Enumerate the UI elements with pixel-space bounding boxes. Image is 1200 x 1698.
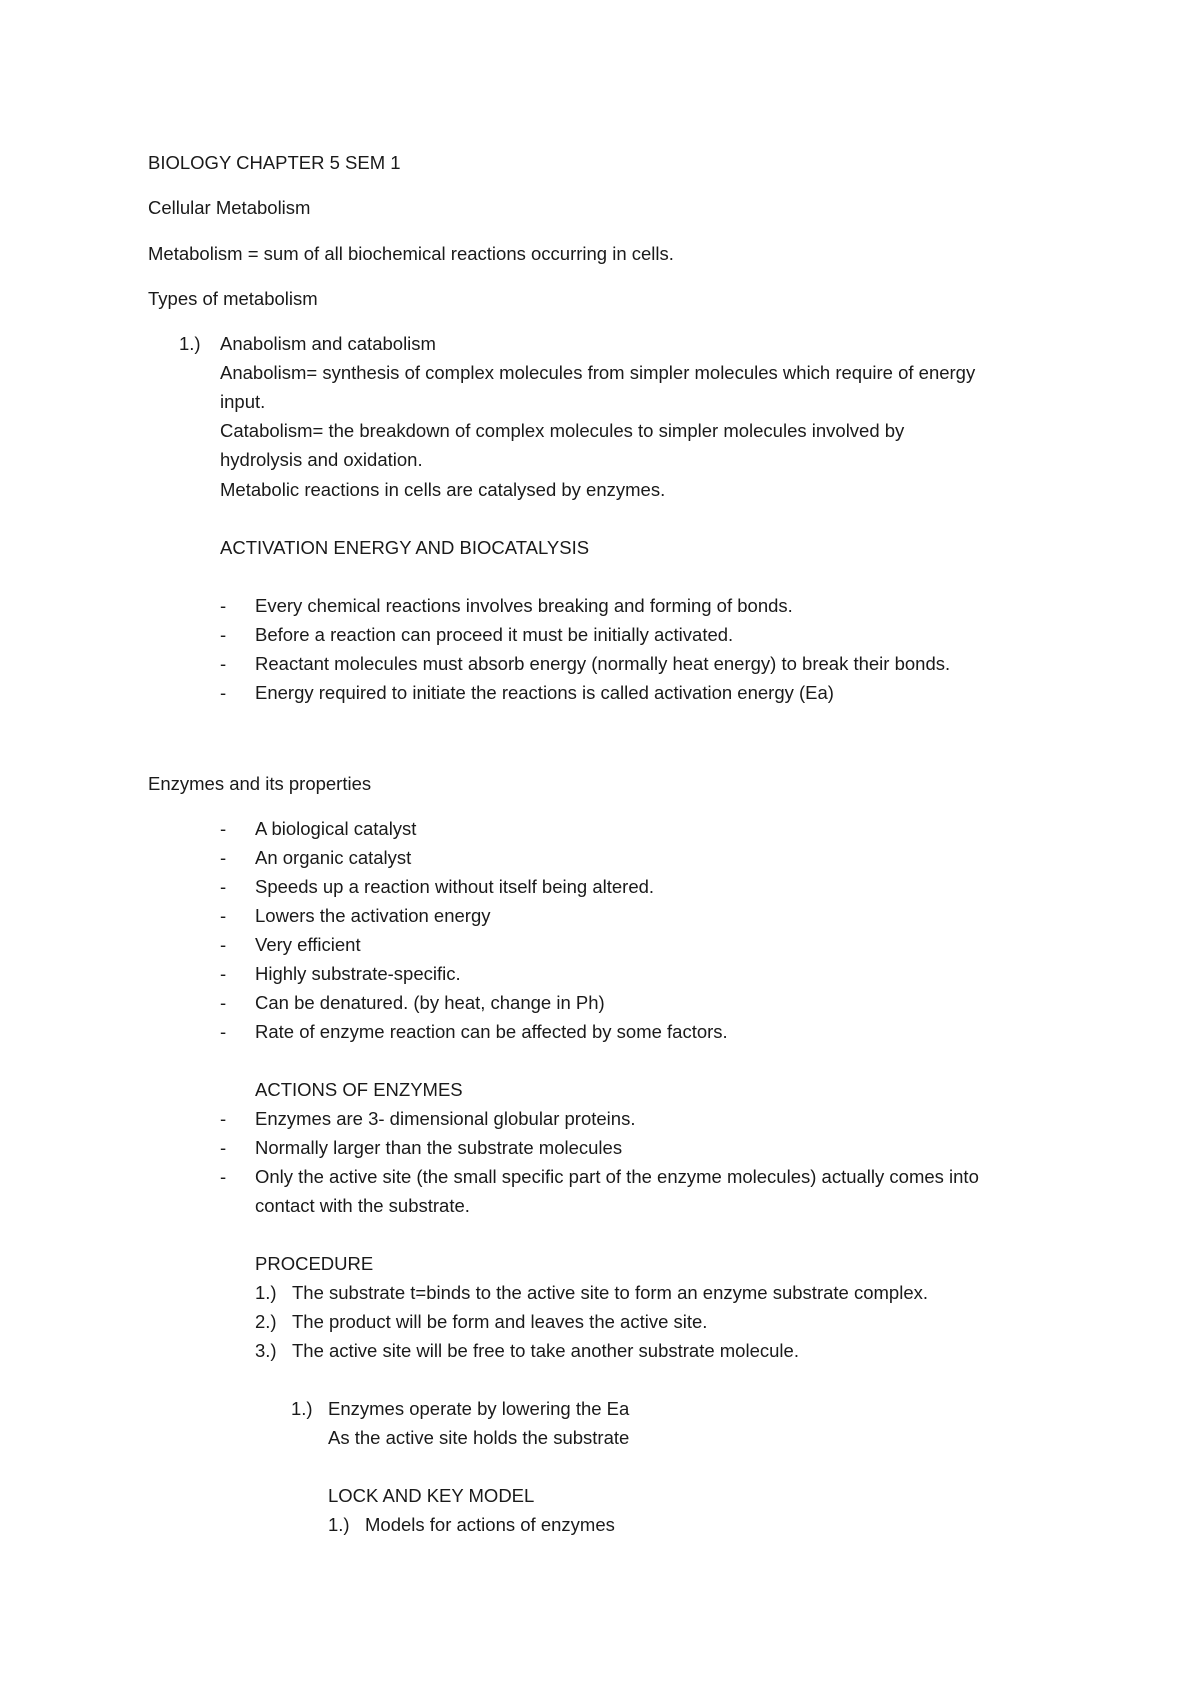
list-item: Rate of enzyme reaction can be affected by some factors. (255, 1021, 728, 1042)
bullet-dash: - (220, 624, 227, 645)
document-title: BIOLOGY CHAPTER 5 SEM 1 (148, 152, 401, 173)
catabolism-line-1: Catabolism= the breakdown of complex molecules to simpler molecules involved by (220, 420, 905, 441)
list-item: Very efficient (255, 934, 361, 955)
step-text: The substrate t=binds to the active site to form an enzyme substrate complex. (292, 1282, 928, 1303)
anabolism-line-1: Anabolism= synthesis of complex molecules from simpler molecules which require of energy (220, 362, 976, 383)
list-item-continuation: contact with the substrate. (255, 1195, 470, 1216)
list-item: Normally larger than the substrate molecules (255, 1137, 623, 1158)
list-item: Energy required to initiate the reactions is called activation energy (Ea) (255, 682, 834, 703)
list-item: Can be denatured. (by heat, change in Ph) (255, 992, 605, 1013)
list-number: 1.) (179, 333, 201, 354)
sub-text: Enzymes operate by lowering the Ea (328, 1398, 630, 1419)
list-item: Speeds up a reaction without itself being altered. (255, 876, 655, 897)
list-item: A biological catalyst (255, 818, 417, 839)
types-heading: Types of metabolism (148, 288, 318, 309)
bullet-dash: - (220, 818, 227, 839)
list-item-label: Anabolism and catabolism (220, 333, 436, 354)
list-item: Reactant molecules must absorb energy (normally heat energy) to break their bonds. (255, 653, 951, 674)
step-number: 1.) (255, 1282, 277, 1303)
bullet-dash: - (220, 847, 227, 868)
list-item: Highly substrate-specific. (255, 963, 461, 984)
lockkey-number: 1.) (328, 1514, 350, 1535)
list-item: Only the active site (the small specific part of the enzyme molecules) actually comes into (255, 1166, 979, 1187)
actions-heading: ACTIONS OF ENZYMES (255, 1079, 463, 1100)
list-item: Every chemical reactions involves breaking and forming of bonds. (255, 595, 793, 616)
procedure-heading: PROCEDURE (255, 1253, 374, 1274)
list-item: Enzymes are 3- dimensional globular proteins. (255, 1108, 636, 1129)
step-text: The active site will be free to take another substrate molecule. (292, 1340, 799, 1361)
step-number: 3.) (255, 1340, 277, 1361)
step-text: The product will be form and leaves the active site. (292, 1311, 708, 1332)
step-number: 2.) (255, 1311, 277, 1332)
sub-number: 1.) (291, 1398, 313, 1419)
bullet-dash: - (220, 653, 227, 674)
lockkey-text: Models for actions of enzymes (365, 1514, 615, 1535)
list-item: Before a reaction can proceed it must be initially activated. (255, 624, 734, 645)
bullet-dash: - (220, 595, 227, 616)
sub-continuation: As the active site holds the substrate (328, 1427, 630, 1448)
list-item: An organic catalyst (255, 847, 412, 868)
bullet-dash: - (220, 905, 227, 926)
list-item: Lowers the activation energy (255, 905, 491, 926)
properties-heading: Enzymes and its properties (148, 773, 372, 794)
lockkey-heading: LOCK AND KEY MODEL (328, 1485, 535, 1506)
bullet-dash: - (220, 934, 227, 955)
bullet-dash: - (220, 1021, 227, 1042)
catabolism-line-2: hydrolysis and oxidation. (220, 449, 423, 470)
activation-heading: ACTIVATION ENERGY AND BIOCATALYSIS (220, 537, 590, 558)
bullet-dash: - (220, 963, 227, 984)
anabolism-line-2: input. (220, 391, 266, 412)
definition-text: Metabolism = sum of all biochemical reactions occurring in cells. (148, 243, 674, 264)
bullet-dash: - (220, 992, 227, 1013)
bullet-dash: - (220, 1137, 227, 1158)
enzymes-note: Metabolic reactions in cells are catalysed by enzymes. (220, 479, 666, 500)
bullet-dash: - (220, 1166, 227, 1187)
bullet-dash: - (220, 1108, 227, 1129)
bullet-dash: - (220, 682, 227, 703)
section-title: Cellular Metabolism (148, 197, 311, 218)
bullet-dash: - (220, 876, 227, 897)
